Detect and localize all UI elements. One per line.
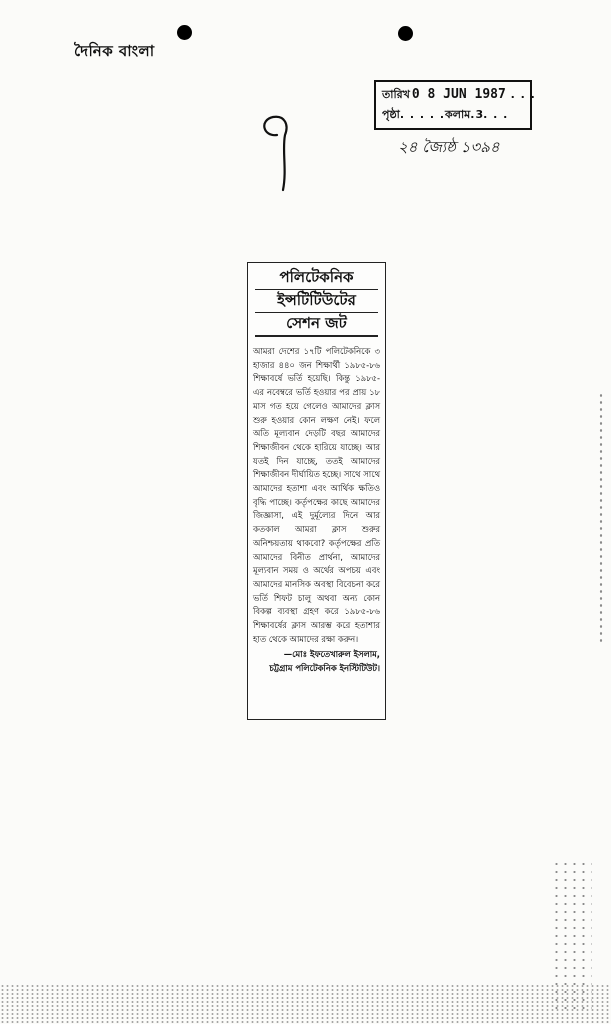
newspaper-name: দৈনিক বাংলা xyxy=(74,42,155,60)
scan-dot-strip xyxy=(598,392,604,642)
handwritten-date: ২৪ জ্যৈষ্ঠ ১৩৯৪ xyxy=(398,138,500,156)
clipping-body: আমরা দেশের ১৭টি পলিটেকনিকে ৩ হাজার ৪৪০ জন শিক্ষার্থী ১৯৮৫-৮৬ শিক্ষাবর্ষে ভর্তি হয়েছি। কিন্তু ১৯৮৫-এর নবেম্বরে ভর্তি হওয়ার পর প্রায় ১৮ মাস গত হয়ে গেলেও আমাদের ক্লাস শুরু হওয়ার কোন লক্ষণ নেই। ফলে অতি মূল্যবান দেড়টি বছর আমাদের শিক্ষাজীবন থেকে হারিয়ে যাচ্ছে। আর যতই দিন যাচ্ছে, ততই আমাদের শিক্ষাজীবন দীর্ঘায়িত হচ্ছে। সাথে সাথে আমাদের হতাশা এবং আর্থিক ক্ষতিও বৃদ্ধি পাচ্ছে। কর্তৃপক্ষের কাছে আমাদের জিজ্ঞাসা, এই দুর্মূল্যের দিনে আর কতকাল আমরা ক্লাস শুরুর অনিশ্চয়তায় থাকবো? কর্তৃপক্ষের প্রতি আমাদের বিনীত প্রার্থনা, আমাদের মূল্যবান সময় ও অর্থের অপচয় এবং আমাদের মানসিক অবস্থা বিবেচনা করে ভর্তি শিফট চালু অথবা অন্য কোন বিকল্প ব্যবস্থা গ্রহণ করে ১৯৮৫-৮৬ শিক্ষাবর্ষের ক্লাস আরম্ভ করে হতাশার হাত থেকে আমাদের রক্ষা করুন। xyxy=(253,346,380,644)
scan-noise-bottom xyxy=(0,984,611,1024)
stamp-date-label: তারিখ xyxy=(382,88,410,101)
punch-hole-right xyxy=(398,26,413,41)
clipping-headline-line-2: ইন্সটিটিউটের xyxy=(255,290,378,313)
stamp-page-label: পৃষ্ঠা xyxy=(382,108,400,121)
date-stamp xyxy=(374,80,536,130)
handwritten-number-9 xyxy=(255,105,305,195)
stamp-page-row xyxy=(382,106,524,126)
handwritten-number-text: 9 xyxy=(255,105,256,106)
stamp-date-value: 0 8 JUN 1987 xyxy=(411,87,506,102)
stamp-dots: . . . xyxy=(483,108,509,121)
punch-hole-left xyxy=(177,25,192,40)
clipping-headline-line-3: সেশন জট xyxy=(255,313,378,337)
stamp-date-row xyxy=(382,86,536,106)
stamp-column-label: কলাম xyxy=(445,108,471,121)
stamp-dots: . . . xyxy=(505,88,536,101)
stamp-dots: . xyxy=(470,108,476,121)
stamp-column-value: 3 xyxy=(475,108,484,121)
newspaper-clipping xyxy=(247,262,386,720)
clipping-headline-line-1: পলিটেকনিক xyxy=(255,267,378,290)
clipping-signature-place: চট্টগ্রাম পলিটেকনিক ইনস্টিটিউট। xyxy=(269,663,380,674)
stamp-dots: . . . . . xyxy=(399,108,446,121)
clipping-signature-name: —মোঃ ইফতেখারুল ইসলাম, xyxy=(283,649,380,660)
